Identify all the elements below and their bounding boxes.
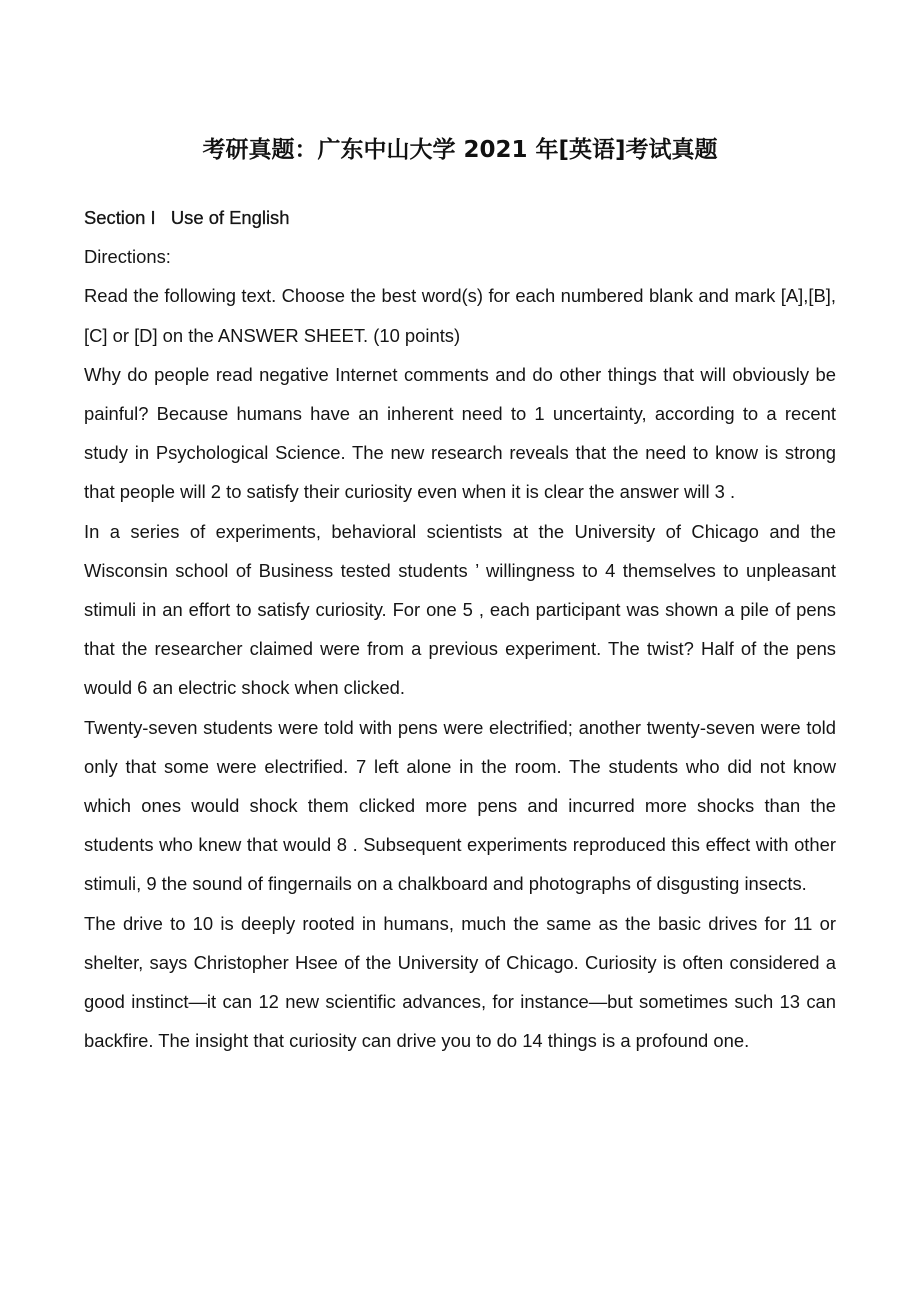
directions-label: Directions:	[84, 246, 171, 268]
section-heading: Section I Use of English	[84, 207, 290, 228]
document-body	[84, 198, 836, 1060]
page-title: 考研真题：广东中山大学 2021 年[英语]考试真题	[202, 137, 718, 164]
paragraph: Twenty-seven students were told with pens were electrified; another twenty-seven were told only that some were electrified. 7 left alone in the room. The students who did not know which ones would shock them clicked more pens and incurred more shocks than the students who knew that would 8 . Subsequent experiments reproduced this effect with other stimuli, 9 the sound of fingernails on a chalkboard and photographs of disgusting insects.	[84, 716, 836, 895]
directions-text: Read the following text. Choose the best word(s) for each numbered blank and mark [A],[B], [C] or [D] on the ANSWER SHEET. (10 points)	[84, 285, 836, 346]
paragraph: Why do people read negative Internet comments and do other things that will obviously be painful? Because humans have an inherent need to 1 uncertainty, according to a recent study in Psychological Science. The new research reveals that the need to know is strong that people will 2 to satisfy their curiosity even when it is clear the answer will 3 .	[84, 363, 836, 503]
paragraph: In a series of experiments, behavioral scientists at the University of Chicago and the Wisconsin school of Business tested students ’ willingness to 4 themselves to unpleasant stimuli in an effort to satisfy curiosity. For one 5 , each participant was shown a pile of pens that the researcher claimed were from a previous experiment. The twist? Half of the pens would 6 an electric shock when clicked.	[84, 520, 836, 699]
paragraph: The drive to 10 is deeply rooted in humans, much the same as the basic drives for 11 or shelter, says Christopher Hsee of the University of Chicago. Curiosity is often considered a good instinct—it can 12 new scientific advances, for instance—but sometimes such 13 can backfire. The insight that curiosity can drive you to do 14 things is a profound one.	[84, 912, 836, 1052]
